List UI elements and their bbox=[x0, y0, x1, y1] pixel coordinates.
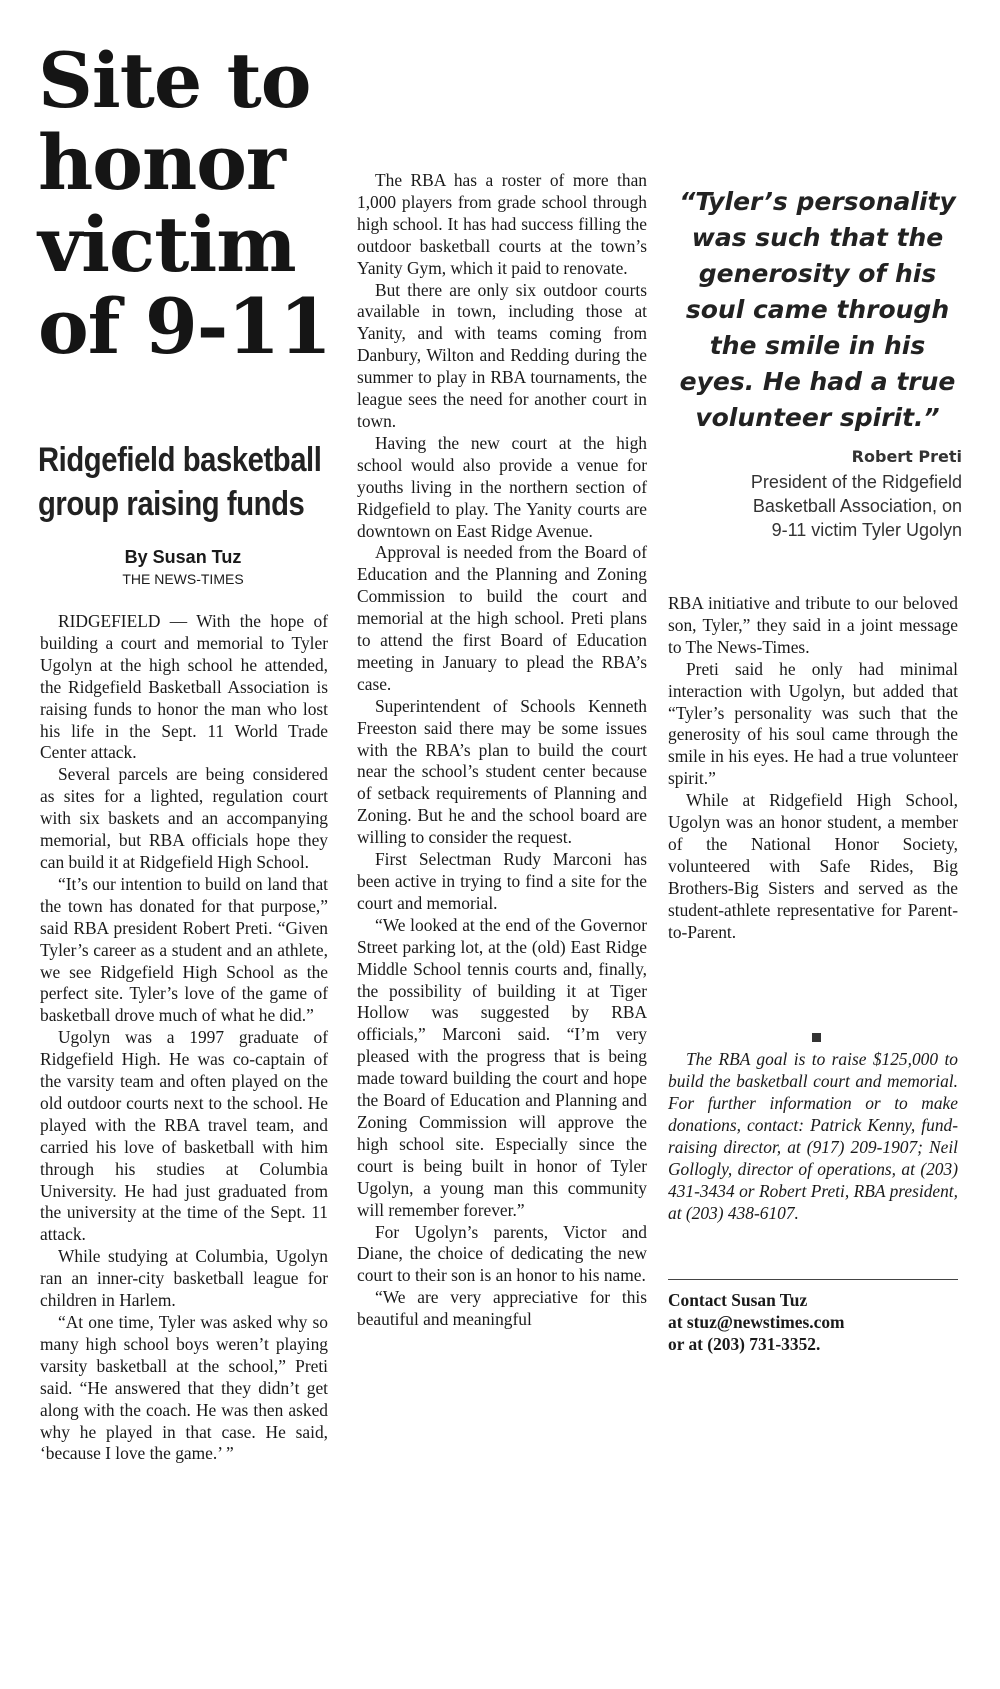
headline-line: victim bbox=[38, 200, 296, 289]
paragraph: Superintendent of Schools Kenneth Freeston said there may be some issues with the RBA’s plan to build the court near the school’s student center because of setback requirements of Planning and Zoning. But he and the school board are willing to consider the request. bbox=[357, 695, 647, 848]
paragraph: Preti said he only had minimal interaction with Ugolyn, but added that “Tyler’s personality was such that the generosity of his soul came through the smile in his eyes. He had a true volunteer spirit.” bbox=[668, 658, 958, 789]
byline-author: By Susan Tuz bbox=[124, 547, 242, 567]
contact-line: Contact Susan Tuz bbox=[668, 1290, 808, 1310]
paragraph: Approval is needed from the Board of Education and the Planning and Zoning Commission to build the court and memorial at the high school. Preti plans to attend the first Board of Education meeting in January to plead the RBA’s case. bbox=[357, 542, 647, 694]
byline bbox=[38, 547, 328, 587]
paragraph: But there are only six outdoor courts available in town, including those at Yanity, and with teams coming from Danbury, Wilton and Redding during the summer to play in RBA tournaments, the league sees the need for another court in town. bbox=[357, 279, 647, 431]
contact-info bbox=[668, 1289, 958, 1355]
attribution-line: President of the Ridgefield bbox=[750, 472, 962, 492]
byline-organization: THE NEWS-TIMES bbox=[122, 571, 244, 587]
subheadline bbox=[38, 438, 348, 526]
paragraph: “We are very appreciative for this beautiful and meaningful bbox=[357, 1287, 647, 1330]
contact-line: at stuz@newstimes.com bbox=[668, 1312, 845, 1332]
article-column-1 bbox=[40, 611, 328, 1465]
paragraph: First Selectman Rudy Marconi has been active in trying to find a site for the court and memorial. bbox=[357, 849, 647, 913]
headline-line: Site to bbox=[38, 36, 311, 125]
goal-paragraph: The RBA goal is to raise $125,000 to build the basketball court and memorial. For further information or to make donations, contact: Patrick Kenny, fund-raising director, at (917) 209-1907; Neil Gollogly, director of operations, at (203) 431-3434 or Robert Preti, RBA president, at (203) 438-6107. bbox=[668, 1049, 958, 1223]
paragraph: “We looked at the end of the Governor Street parking lot, at the (old) East Ridge Middle School tennis courts and, finally, the possibility of building it at Tiger Hollow was suggested by RBA officials,” Marconi said. “I’m very pleased with the progress that is being made toward building the court and hope the Board of Education and Planning and Zoning Commission will approve the high school site. Especially since the court is being built in honor of Tyler Ugolyn, a young man this community will remember forever.” bbox=[357, 914, 647, 1220]
headline-line: honor bbox=[38, 118, 285, 207]
pull-quote-attribution bbox=[680, 470, 962, 542]
paragraph: Several parcels are being considered as sites for a lighted, regulation court with six baskets and an accompanying memorial, but RBA officials hope they can build it at Ridgefield High School. bbox=[40, 764, 328, 872]
paragraph: RBA initiative and tribute to our beloved son, Tyler,” they said in a joint message to The News-Times. bbox=[668, 593, 958, 657]
paragraph: RIDGEFIELD — With the hope of building a court and memorial to Tyler Ugolyn at the high school he attended, the Ridgefield Basketball Association is raising funds to honor the man who lost his life in the Sept. 11 World Trade Center attack. bbox=[40, 611, 328, 763]
attribution-line: Basketball Association, on bbox=[752, 496, 962, 516]
fundraising-note bbox=[668, 1048, 958, 1224]
paragraph: For Ugolyn’s parents, Victor and Diane, the choice of dedicating the new court to their son is an honor to his name. bbox=[357, 1221, 647, 1286]
subhead-line: group raising funds bbox=[38, 485, 305, 523]
divider bbox=[668, 1279, 958, 1280]
pull-quote: “Tyler’s personality was such that the generosity of his soul came through the smile in his eyes. He had a true volunteer spirit.” bbox=[679, 187, 956, 432]
pull-quote-author: Robert Preti bbox=[851, 447, 962, 466]
subhead-line: Ridgefield basketball bbox=[38, 441, 322, 479]
headline bbox=[38, 36, 338, 371]
article-column-3 bbox=[668, 593, 958, 944]
attribution-line: 9-11 victim Tyler Ugolyn bbox=[771, 520, 962, 540]
paragraph: While at Ridgefield High School, Ugolyn was an honor student, a member of the National Honor Society, volunteered with Safe Rides, Big Brothers-Big Sisters and served as the student-athlete representative for Parent-to-Parent. bbox=[668, 790, 958, 942]
contact-line: or at (203) 731-3352. bbox=[668, 1334, 821, 1354]
headline-line: of 9-11 bbox=[38, 282, 332, 371]
paragraph: The RBA has a roster of more than 1,000 players from grade school through high school. It has had success filling the outdoor basketball courts at the town’s Yanity Gym, which it paid to renovate. bbox=[357, 170, 647, 278]
paragraph: “At one time, Tyler was asked why so many high school boys weren’t playing varsity basketball at the school,” Preti said. “He answered that they didn’t get along with the coach. He was then asked why he played in that case. He said, ‘because I love the game.’ ” bbox=[40, 1312, 328, 1464]
paragraph: Ugolyn was a 1997 graduate of Ridgefield High. He was co-captain of the varsity team and often played on the old outdoor courts next to the school. He played with the RBA travel team, and carried his love of basketball with him through his studies at Columbia University. He had just graduated from the university at the time of the Sept. 11 attack. bbox=[40, 1027, 328, 1245]
paragraph: Having the new court at the high school would also provide a venue for youths living in the northern section of Ridgefield to play. The Yanity courts are downtown on East Ridge Avenue. bbox=[357, 432, 647, 541]
paragraph: While studying at Columbia, Ugolyn ran an inner-city basketball league for children in Harlem. bbox=[40, 1246, 328, 1311]
paragraph: “It’s our intention to build on land that the town has donated for that purpose,” said RBA president Robert Preti. “Given Tyler’s career as a student and an athlete, we see Ridgefield High School as the perfect site. Tyler’s love of the game of basketball drove much of what he did.” bbox=[40, 873, 328, 1026]
article-column-2 bbox=[357, 170, 647, 1331]
end-of-story-mark bbox=[812, 1033, 821, 1042]
